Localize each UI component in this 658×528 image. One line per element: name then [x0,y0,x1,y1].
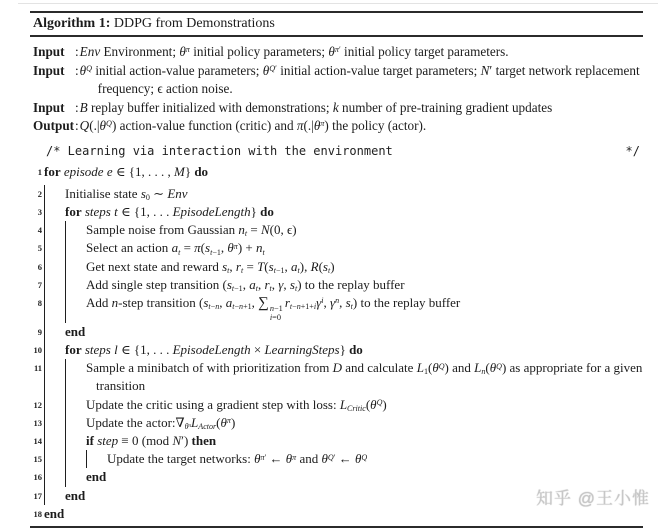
block-indent-guide [44,432,65,450]
algorithm-line [30,221,643,239]
line-content: end [65,487,86,503]
line-content: Sample a minibatch of with prioritization from D and calculate $L_1(\theta^Q)$ and $L_n(\theta^Q)$ as appropriate for a given transition [86,360,643,394]
io-text: Env Environment; $\theta^\pi$ initial policy parameters; $\theta^{\pi'}$ initial policy target parameters. [79,44,509,59]
io-label: Input [33,44,65,59]
block-indent-guide [65,450,86,468]
line-number: 7 [37,279,42,290]
line-number: 12 [33,399,42,410]
algorithm-caption-title: DDPG from Demonstrations [110,16,275,31]
io-row [33,43,643,62]
block-indent-guide [65,396,86,414]
algorithm-line [30,450,643,468]
block-indent-guide [65,239,86,257]
io-colon: : [75,62,79,78]
io-text: $Q(.|\theta^Q)$ action-value function (critic) and $\pi(.|\theta^\pi)$ the policy (actor). [79,118,427,133]
algorithm-line [30,323,643,341]
block-indent-guide [44,294,65,323]
block-indent-guide [44,396,65,414]
block-indent-guide [65,294,86,323]
line-content: for steps t ∈ {1, . . . EpisodeLength} do [65,203,274,219]
line-number: 9 [37,326,42,337]
line-number: 4 [37,225,42,236]
line-content: Get next state and reward $s_t$, $r_t = T(s_{t-1}$, $a_t$), $R(s_t)$ [86,258,335,275]
block-indent-guide [44,221,65,239]
line-number: 1 [37,166,42,177]
block-indent-guide [65,276,86,294]
io-colon: : [75,118,79,133]
block-indent-guide [65,468,86,486]
io-text: $\theta^Q$ initial action-value parameters; $\theta^{Q'}$ initial action-value target parameters; N′ target network replacement frequency; ϵ action noise. [79,62,640,96]
line-number: 8 [37,297,42,308]
block-indent-guide [44,468,65,486]
algorithm-line [30,239,643,257]
io-label: Input [33,62,65,78]
line-number: 14 [33,436,42,447]
block-indent-guide [44,239,65,257]
algorithm-line [30,163,643,181]
io-text: B replay buffer initialized with demonstrations; k number of pre-training gradient updates [79,99,553,115]
io-row [33,117,643,136]
comment-open-text: /* Learning via interaction with the environment [46,143,393,158]
algorithm-line [30,432,643,450]
block-indent-guide [65,432,86,450]
line-content: for steps l ∈ {1, . . . EpisodeLength × LearningSteps} do [65,342,363,358]
io-label: Output [33,118,75,133]
block-indent-guide [65,414,86,432]
block-indent-guide [86,450,107,468]
algorithm-caption [30,13,643,35]
io-label: Input [33,99,65,115]
scan-artifact-line [18,3,658,4]
io-row [33,99,643,118]
comment-row [46,145,640,158]
line-content: Add n-step transition ($s_{t-n}$, $a_{t-n+1}$, ∑ n−1 i=0 $r_{t-n+1+i}\gamma^i$, $\gamma^n$, $s_t$) to the replay buffer [86,294,461,322]
algorithm-line [30,341,643,359]
line-number: 15 [33,454,42,465]
algorithm-block [30,11,643,528]
input-output-block [30,43,643,136]
comment-close-text: */ [625,143,640,158]
line-number: 16 [33,472,42,483]
watermark-text: 知乎 @王小惟 [536,489,650,508]
block-indent-guide [44,487,65,505]
algorithm-line [30,185,643,203]
block-indent-guide [44,276,65,294]
algorithm-lines [30,163,643,524]
line-number: 13 [33,417,42,428]
line-content: Update the $actor:\nabla_{\theta^\pi}L_{Actor}(\theta^\pi)$ [86,414,236,432]
block-indent-guide [44,450,65,468]
block-indent-guide [44,258,65,276]
algorithm-caption-label: Algorithm 1: [33,16,111,31]
line-number: 18 [33,508,42,519]
algorithm-line [30,203,643,221]
io-row [33,62,643,99]
block-indent-guide [65,258,86,276]
line-content: Select an action $a_t = \pi(s_{t-1}$, $\theta^\pi) + n_t$ [86,240,265,257]
algorithm-line [30,294,643,323]
line-number: 10 [33,345,42,356]
line-number: 17 [33,490,42,501]
block-indent-guide [44,414,65,432]
line-content: Initialise state $s_0$ ∼ Env [65,185,188,202]
line-content: end [44,505,65,521]
line-content: Update the target networks: $\theta^{\pi'}$ ← $\theta^\pi$ and $\theta^{Q'}$ ← $\theta^Q$ [107,451,368,467]
block-indent-guide [65,359,86,395]
line-number: 2 [37,188,42,199]
block-indent-guide [44,323,65,341]
line-content: for episode e ∈ {1, . . . , M} do [44,163,209,179]
line-number: 11 [33,363,42,374]
algorithm-line [30,359,643,395]
algorithm-line [30,276,643,294]
line-number: 3 [37,206,42,217]
line-content: end [65,323,86,339]
line-number: 5 [37,243,42,254]
algorithm-line [30,396,643,414]
block-indent-guide [44,341,65,359]
block-indent-guide [44,203,65,221]
line-content: end [86,469,107,485]
io-colon: : [75,99,79,115]
block-indent-guide [65,221,86,239]
algorithm-line [30,414,643,432]
line-content: Update the critic using a gradient step with loss: $L_{Critic}(\theta^Q)$ [86,396,387,413]
line-number: 6 [37,261,42,272]
caption-rule [30,35,643,37]
line-content: if step ≡ 0 (mod N′) then [86,433,217,449]
block-indent-guide [44,359,65,395]
line-content: Add single step transition ($s_{t-1}$, $a_t$, $r_t$, γ, $s_t$) to the replay buffer [86,276,405,293]
block-indent-guide [44,185,65,203]
algorithm-line [30,258,643,276]
line-content: Sample noise from Gaussian $n_t = N(0$, ϵ) [86,222,297,239]
io-colon: : [75,44,79,59]
